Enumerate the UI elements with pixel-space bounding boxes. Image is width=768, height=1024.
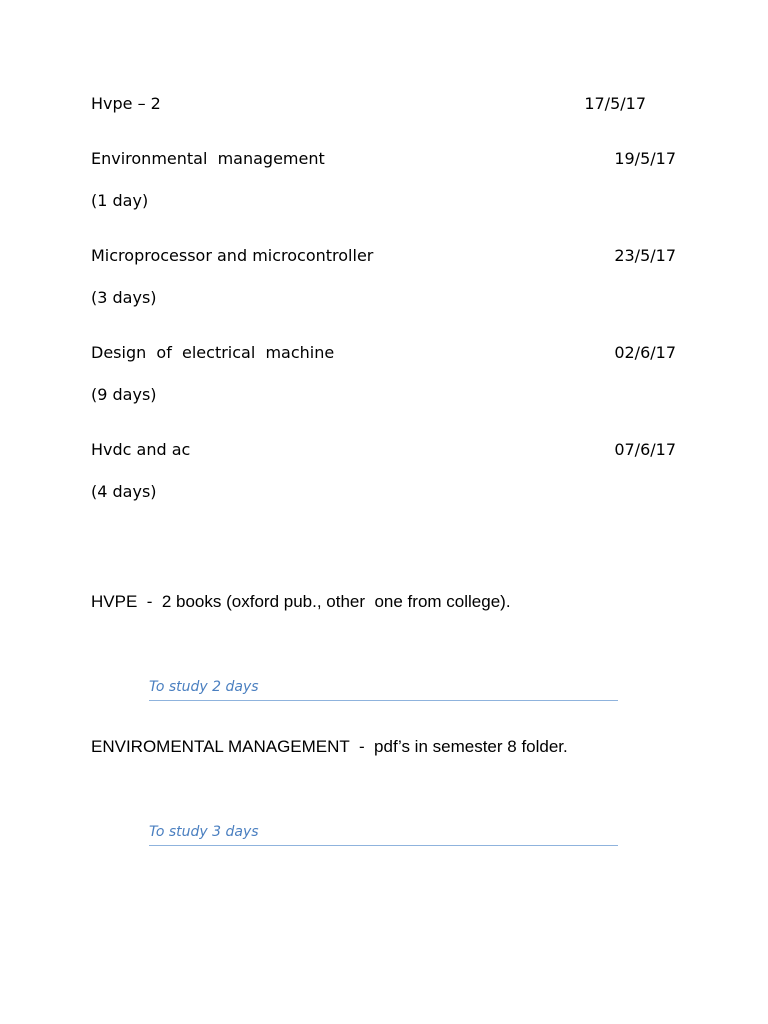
schedule-subject: Hvpe – 2 bbox=[91, 94, 161, 113]
schedule-date: 23/5/17 bbox=[614, 246, 676, 265]
schedule-subject: Hvdc and ac bbox=[91, 440, 191, 459]
schedule-date: 02/6/17 bbox=[614, 343, 676, 362]
schedule-gap: (1 day) bbox=[91, 191, 149, 210]
schedule-date: 17/5/17 bbox=[584, 94, 646, 113]
schedule-date: 19/5/17 bbox=[614, 149, 676, 168]
schedule-gap: (3 days) bbox=[91, 288, 157, 307]
study-duration: To study 2 days bbox=[149, 678, 618, 701]
schedule-date: 07/6/17 bbox=[614, 440, 676, 459]
schedule-subject: Environmental management bbox=[91, 149, 325, 168]
note-text: ENVIROMENTAL MANAGEMENT - pdf’s in semester 8 folder. bbox=[91, 737, 568, 756]
schedule-gap: (9 days) bbox=[91, 385, 157, 404]
schedule-subject: Design of electrical machine bbox=[91, 343, 335, 362]
schedule-subject: Microprocessor and microcontroller bbox=[91, 246, 374, 265]
study-duration: To study 3 days bbox=[149, 823, 618, 846]
schedule-gap: (4 days) bbox=[91, 482, 157, 501]
note-text: HVPE - 2 books (oxford pub., other one from college). bbox=[91, 592, 511, 611]
